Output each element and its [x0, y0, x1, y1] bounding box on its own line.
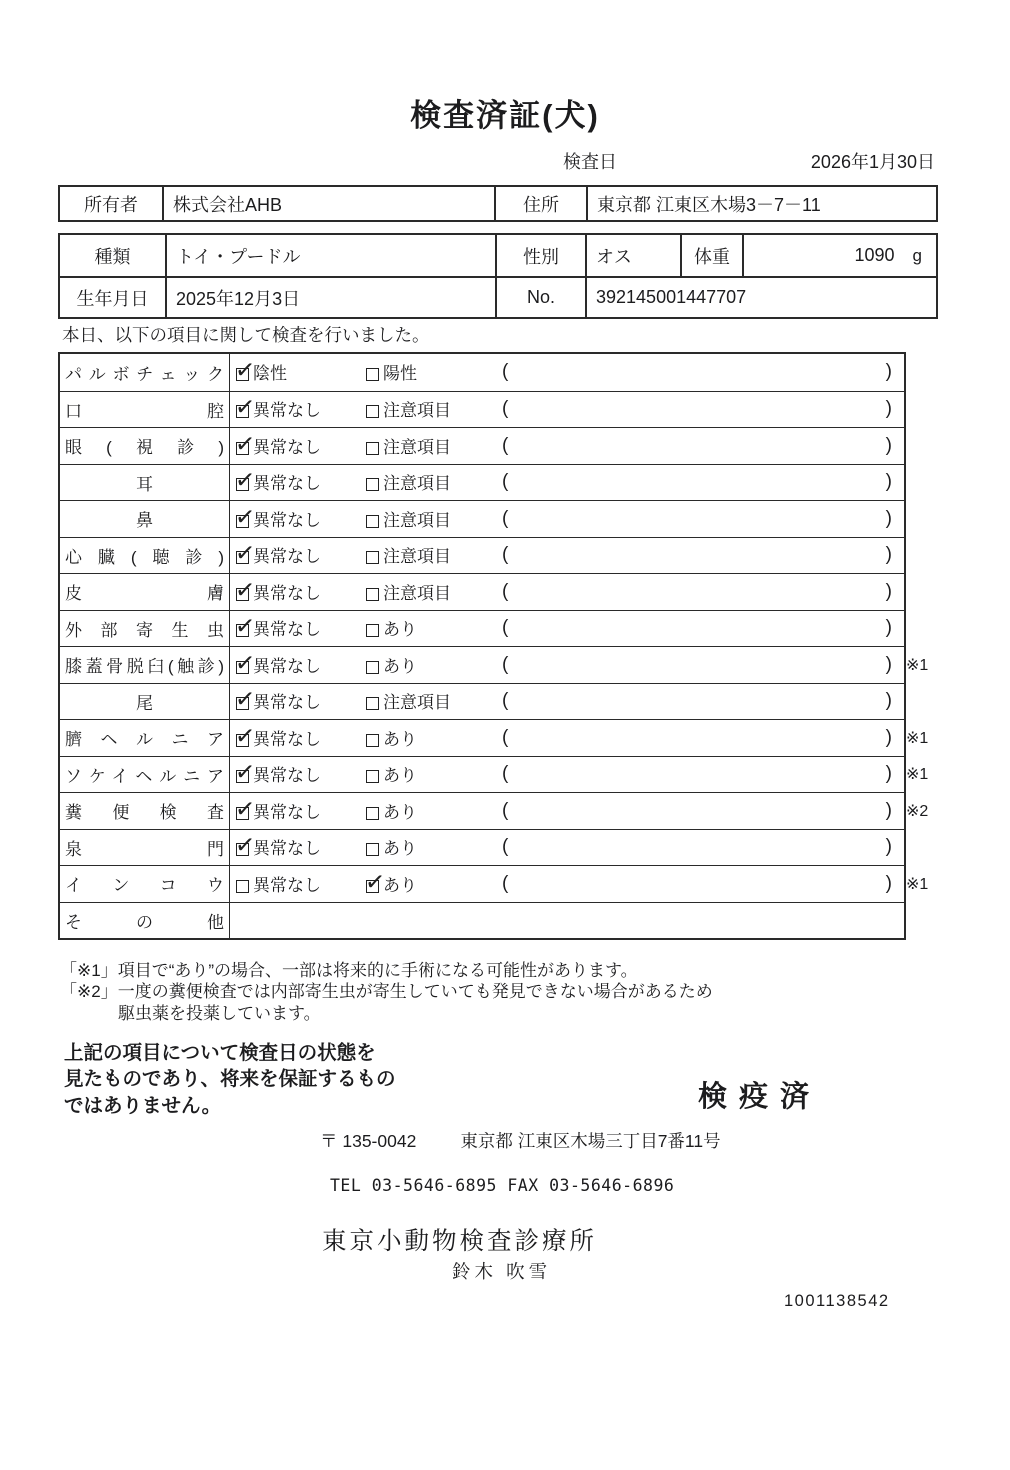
info-table [58, 233, 938, 319]
option-cell-first [230, 652, 366, 678]
checkbox [366, 368, 379, 381]
option-label: あり [383, 802, 417, 822]
checkbox [236, 880, 249, 893]
paren-close: ) [885, 799, 892, 821]
paren-open: ( [502, 653, 509, 675]
option-cell-first [230, 761, 366, 787]
option-label: あり [383, 656, 417, 676]
option-cell-second [366, 615, 494, 641]
footnote-1: 「※1」項目で“あり”の場合、一部は将来的に手術になる可能性があります。 [60, 961, 638, 980]
postal-code: 〒 135-0042 [320, 1131, 417, 1151]
paren-close: ) [885, 690, 892, 712]
checkbox [366, 807, 379, 820]
option-cell-first [230, 615, 366, 641]
table-row [60, 646, 929, 683]
option-label: 異常なし [253, 510, 321, 530]
paren-close: ) [885, 580, 892, 602]
table-row [60, 537, 904, 574]
paren-open: ( [502, 580, 509, 602]
paren-close: ) [885, 398, 892, 420]
checked-checkbox [236, 405, 249, 418]
option-cell-second [366, 396, 494, 422]
inspection-date-label: 検査日 [563, 152, 617, 172]
paren-close: ) [885, 763, 892, 785]
sex-value: オス [585, 235, 680, 276]
paren-close: ) [885, 361, 892, 383]
option-cell-second [366, 579, 494, 605]
checked-checkbox [236, 807, 249, 820]
row-label [60, 830, 230, 866]
row-label [60, 465, 230, 501]
checkbox [366, 697, 379, 710]
row-label [60, 720, 230, 756]
weight-unit: g [912, 245, 922, 265]
paren-close: ) [885, 507, 892, 529]
checked-checkbox [236, 515, 249, 528]
row-note: ※1 [906, 729, 929, 747]
page-title: 検査済証(犬) [410, 98, 600, 133]
checkbox [366, 405, 379, 418]
owner-value: 株式会社AHB [162, 187, 494, 220]
disclaimer-line1: 上記の項目について検査日の状態を [64, 1042, 376, 1064]
paren-open: ( [502, 398, 509, 420]
table-row [60, 500, 904, 537]
info-row-breed [60, 235, 936, 276]
row-label-text: パルボチェック [65, 364, 224, 384]
option-label: 異常なし [253, 620, 321, 640]
paren-close: ) [885, 434, 892, 456]
option-label: 異常なし [253, 547, 321, 567]
checkbox [366, 551, 379, 564]
weight-value: 1090 [854, 245, 895, 265]
footnote-2-line1: 「※2」一度の糞便検査では内部寄生虫が寄生していても発見できない場合があるため [60, 982, 713, 1002]
row-label [60, 793, 230, 829]
table-row [60, 391, 904, 428]
result-parentheses [494, 727, 904, 749]
statement-text: 本日、以下の項目に関して検査を行いました。 [62, 325, 430, 345]
table-row [60, 354, 904, 391]
paren-open: ( [502, 507, 509, 529]
option-label: 異常なし [253, 437, 321, 457]
option-cell-second [366, 688, 494, 714]
row-label [60, 866, 230, 902]
result-parentheses [494, 398, 904, 420]
table-row [60, 865, 929, 902]
table-row [60, 756, 929, 793]
sex-label: 性別 [495, 235, 585, 276]
option-cell-first [230, 542, 366, 568]
row-note: ※1 [906, 875, 929, 893]
table-row [60, 683, 904, 720]
option-label: 注意項目 [383, 583, 451, 603]
checkbox [366, 515, 379, 528]
footnotes [60, 960, 713, 1024]
owner-table [58, 185, 938, 222]
paren-open: ( [502, 872, 509, 894]
option-cell-first [230, 725, 366, 751]
option-cell-first [230, 506, 366, 532]
row-note: ※2 [906, 802, 929, 820]
option-label: 注意項目 [383, 437, 451, 457]
paren-close: ) [885, 471, 892, 493]
birthdate-value: 2025年12月3日 [165, 278, 495, 317]
row-label-text: 心臓(聴診) [65, 547, 224, 567]
table-row [60, 829, 904, 866]
row-label-text: その他 [65, 912, 224, 932]
paren-open: ( [502, 763, 509, 785]
paren-open: ( [502, 690, 509, 712]
result-parentheses [494, 690, 904, 712]
row-label-text: 眼(視診) [65, 438, 224, 458]
option-label: 異常なし [253, 802, 321, 822]
option-label: 注意項目 [383, 547, 451, 567]
table-row [60, 464, 904, 501]
row-label-text: 尾 [136, 693, 153, 713]
option-label: あり [383, 875, 417, 895]
checkbox [366, 442, 379, 455]
checked-checkbox [236, 588, 249, 601]
clinic-name: 東京小動物検査診療所 [322, 1228, 597, 1255]
row-label-text: 外部寄生虫 [65, 620, 224, 640]
checked-checkbox [236, 697, 249, 710]
paren-open: ( [502, 544, 509, 566]
row-note: ※1 [906, 766, 929, 784]
option-cell-second [366, 834, 494, 860]
checkbox [366, 843, 379, 856]
option-label: 異常なし [253, 729, 321, 749]
checked-checkbox [236, 770, 249, 783]
paren-close: ) [885, 617, 892, 639]
table-row [60, 792, 929, 829]
result-parentheses [494, 435, 904, 457]
checked-checkbox [236, 478, 249, 491]
row-label [60, 611, 230, 647]
row-label-text: 鼻 [136, 511, 153, 531]
quarantine-stamp: 検疫済 [698, 1081, 822, 1113]
disclaimer-block [64, 1040, 464, 1119]
paren-close: ) [885, 726, 892, 748]
row-label [60, 757, 230, 793]
checklist-table [58, 352, 929, 940]
document-number: 1001138542 [784, 1292, 890, 1310]
checkbox [366, 770, 379, 783]
row-label-text: ソケイヘルニア [65, 766, 224, 786]
checkbox [366, 661, 379, 674]
birthdate-label: 生年月日 [76, 288, 149, 309]
checked-checkbox [236, 442, 249, 455]
row-label-text: 臍ヘルニア [65, 730, 224, 750]
address-label: 住所 [494, 187, 586, 220]
result-parentheses [494, 873, 904, 895]
row-label-text: 口腔 [65, 401, 224, 421]
row-label-text: 糞便検査 [65, 803, 224, 823]
paren-close: ) [885, 836, 892, 858]
disclaimer-line3: ではありません。 [64, 1094, 222, 1117]
examiner-name: 鈴木 吹雪 [452, 1261, 552, 1282]
row-label [60, 392, 230, 428]
row-label-text: 耳 [136, 474, 153, 494]
checked-checkbox [366, 880, 379, 893]
option-cell-second [366, 506, 494, 532]
tel-fax-line: TEL 03-5646-6895 FAX 03-5646-6896 [330, 1176, 675, 1195]
row-label [60, 903, 230, 939]
paren-open: ( [502, 361, 509, 383]
row-label [60, 501, 230, 537]
row-label-text: 膝蓋骨脱臼(触診) [65, 657, 224, 677]
paren-close: ) [885, 653, 892, 675]
option-label: 陰性 [253, 364, 287, 384]
paren-open: ( [502, 434, 509, 456]
option-label: あり [383, 766, 417, 786]
option-cell-second [366, 469, 494, 495]
option-cell-second [366, 761, 494, 787]
option-label: 異常なし [253, 766, 321, 786]
option-cell-first [230, 834, 366, 860]
result-parentheses [494, 508, 904, 530]
checked-checkbox [236, 734, 249, 747]
breed-label: 種類 [94, 246, 131, 267]
option-cell-first [230, 396, 366, 422]
checkbox [366, 734, 379, 747]
paren-open: ( [502, 726, 509, 748]
table-row [60, 902, 904, 939]
clinic-address: 東京都 江東区木場三丁目7番11号 [460, 1131, 721, 1151]
checklist-body [60, 354, 929, 938]
result-parentheses [494, 544, 904, 566]
table-row [60, 427, 904, 464]
option-cell-first [230, 469, 366, 495]
disclaimer-line2: 見たものであり、将来を保証するもの [64, 1068, 396, 1091]
option-cell-first [230, 359, 366, 385]
option-cell-second [366, 798, 494, 824]
option-label: 異常なし [253, 875, 321, 895]
row-label [60, 354, 230, 391]
weight-cell [742, 235, 936, 276]
option-label: 異常なし [253, 583, 321, 603]
result-parentheses [494, 617, 904, 639]
weight-label: 体重 [680, 235, 742, 276]
inspection-date-value: 2026年1月30日 [810, 152, 935, 172]
row-label-text: インコウ [65, 876, 224, 896]
checked-checkbox [236, 368, 249, 381]
number-value: 392145001447707 [585, 278, 936, 317]
option-cell-second [366, 725, 494, 751]
option-cell-second [366, 359, 494, 385]
option-label: 異常なし [253, 839, 321, 859]
result-parentheses [494, 361, 904, 383]
row-note: ※1 [906, 656, 929, 674]
paren-open: ( [502, 471, 509, 493]
result-parentheses [494, 836, 904, 858]
checked-checkbox [236, 843, 249, 856]
row-label [60, 684, 230, 720]
option-label: 注意項目 [383, 510, 451, 530]
paren-open: ( [502, 836, 509, 858]
row-label [60, 647, 230, 683]
option-cell-second [366, 652, 494, 678]
option-cell-first [230, 688, 366, 714]
checkbox [366, 588, 379, 601]
paren-open: ( [502, 799, 509, 821]
option-label: 異常なし [253, 474, 321, 494]
footnote-2-line2: 駆虫薬を投薬しています。 [118, 1003, 321, 1023]
row-label [60, 428, 230, 464]
checked-checkbox [236, 624, 249, 637]
table-row [60, 573, 904, 610]
row-label [60, 538, 230, 574]
breed-value: トイ・プードル [165, 235, 495, 276]
info-row-birth [60, 276, 936, 317]
row-label-text: 泉門 [65, 839, 224, 859]
result-parentheses [494, 581, 904, 603]
result-parentheses [494, 800, 904, 822]
option-label: あり [383, 729, 417, 749]
option-cell-second [366, 542, 494, 568]
option-cell-second [366, 433, 494, 459]
paren-close: ) [885, 872, 892, 894]
option-label: 陽性 [383, 364, 417, 384]
checkbox [366, 478, 379, 491]
row-label [60, 574, 230, 610]
row-label-text: 皮膚 [65, 584, 224, 604]
clinic-address-row [320, 1128, 721, 1153]
option-label: 注意項目 [383, 474, 451, 494]
option-label: 注意項目 [383, 401, 451, 421]
option-cell-first [230, 579, 366, 605]
result-parentheses [494, 471, 904, 493]
option-label: あり [383, 839, 417, 859]
inspection-date-row [563, 148, 935, 174]
option-cell-first [230, 433, 366, 459]
table-row [60, 719, 929, 756]
paren-open: ( [502, 617, 509, 639]
owner-label: 所有者 [84, 194, 138, 215]
option-label: 異常なし [253, 656, 321, 676]
option-cell-second [366, 871, 494, 897]
checked-checkbox [236, 551, 249, 564]
option-label: 異常なし [253, 401, 321, 421]
checked-checkbox [236, 661, 249, 674]
option-cell-first [230, 798, 366, 824]
address-value: 東京都 江東区木場3－7－11 [586, 187, 936, 220]
result-parentheses [494, 763, 904, 785]
option-label: 注意項目 [383, 693, 451, 713]
table-row [60, 610, 904, 647]
paren-close: ) [885, 544, 892, 566]
result-parentheses [494, 654, 904, 676]
option-label: あり [383, 620, 417, 640]
option-cell-first [230, 871, 366, 897]
checkbox [366, 624, 379, 637]
number-label: No. [495, 278, 585, 317]
option-label: 異常なし [253, 693, 321, 713]
